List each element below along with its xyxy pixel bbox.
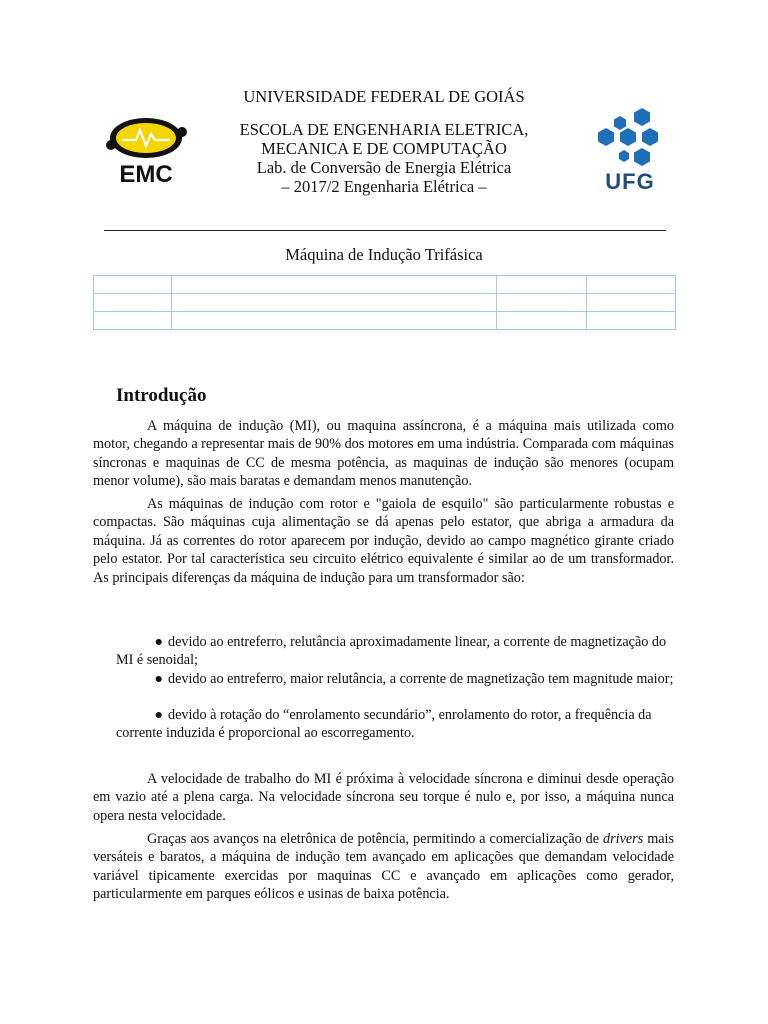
paragraph	[93, 495, 674, 587]
school-name-line2: MECANICA E DE COMPUTAÇÃO	[261, 139, 507, 158]
university-name: UNIVERSIDADE FEDERAL DE GOIÁS	[243, 87, 525, 106]
italic-term: drivers	[603, 831, 644, 847]
table-cell	[587, 276, 676, 294]
bullet-icon: ●	[154, 671, 163, 687]
table-cell	[497, 294, 587, 312]
paragraph	[93, 830, 674, 904]
table-row	[94, 276, 676, 294]
bullet-icon: ●	[154, 634, 163, 650]
lab-name: Lab. de Conversão de Energia Elétrica	[256, 158, 512, 177]
paragraph	[93, 770, 674, 825]
paragraph-text: As máquinas de indução com rotor e "gaiola de esquilo" são particularmente robustas e compactas. São máquinas cuja alimentação se dá apenas pelo estator, que abriga a armadura da máquina. Já as correntes do rotor aparecem por indução, devido ao campo magnético girante criado pelo estator. Por tal característica seu circuito elétrico equivalente é similar ao de um transformador. As principais diferenças da máquina de indução para um transformador são:	[93, 496, 674, 586]
table-cell	[587, 294, 676, 312]
list-item	[116, 706, 676, 743]
table-row	[94, 294, 676, 312]
paragraph-text: A máquina de indução (MI), ou maquina assíncrona, é a máquina mais utilizada como motor, chegando a representar mais de 90% dos motores em uma indústria. Comparada com máquinas síncronas e maquinas de CC de mesma potência, as maquinas de indução são menores (ocupam menor volume), são mais baratas e demandam menos manutenção.	[93, 418, 674, 490]
paragraph-text: Graças aos avanços na eletrônica de potência, permitindo a comercialização de	[147, 831, 604, 847]
ufg-logo-text: UFG	[605, 169, 655, 194]
document-title: Máquina de Indução Trifásica	[285, 245, 483, 264]
paragraph-text: mais versáteis e baratos, a máquina de indução tem avançado em aplicações que demandam velocidade variável tipicamente exercidas por maquinas CC e avançado em aplicações como gerador, particularmente em parques eólicos e usinas de baixa potência.	[93, 831, 674, 903]
table-cell	[94, 276, 172, 294]
bullet-icon: ●	[154, 707, 163, 723]
list-item-text: devido ao entreferro, maior relutância, a corrente de magnetização tem magnitude maior;	[168, 671, 674, 687]
table-cell	[94, 294, 172, 312]
header-divider	[104, 230, 666, 231]
table-cell	[172, 312, 497, 330]
table-cell	[497, 276, 587, 294]
ufg-logo-icon	[594, 106, 664, 168]
table-cell	[497, 312, 587, 330]
section-heading: Introdução	[116, 385, 207, 406]
table-cell	[172, 276, 497, 294]
table-cell	[587, 312, 676, 330]
table-row	[94, 312, 676, 330]
list-item-text: devido ao entreferro, relutância aproximadamente linear, a corrente de magnetização do MI é senoidal;	[116, 634, 667, 669]
semester-line: – 2017/2 Engenharia Elétrica –	[281, 177, 487, 196]
list-item-text: devido à rotação do “enrolamento secundário”, enrolamento do rotor, a frequência da corrente induzida é proporcional ao escorregamento.	[116, 707, 652, 742]
emc-logo-text: EMC	[119, 161, 173, 188]
list-item	[116, 633, 676, 670]
table-cell	[94, 312, 172, 330]
info-table	[93, 275, 676, 330]
list-item	[116, 670, 676, 688]
paragraph	[93, 417, 674, 491]
school-name-line1: ESCOLA DE ENGENHARIA ELETRICA,	[239, 120, 529, 139]
table-cell	[172, 294, 497, 312]
paragraph-text: A velocidade de trabalho do MI é próxima à velocidade síncrona e diminui desde operação em vazio até a plena carga. Na velocidade síncrona seu torque é nulo e, por isso, a máquina nunca opera nesta velocidade.	[93, 771, 674, 824]
